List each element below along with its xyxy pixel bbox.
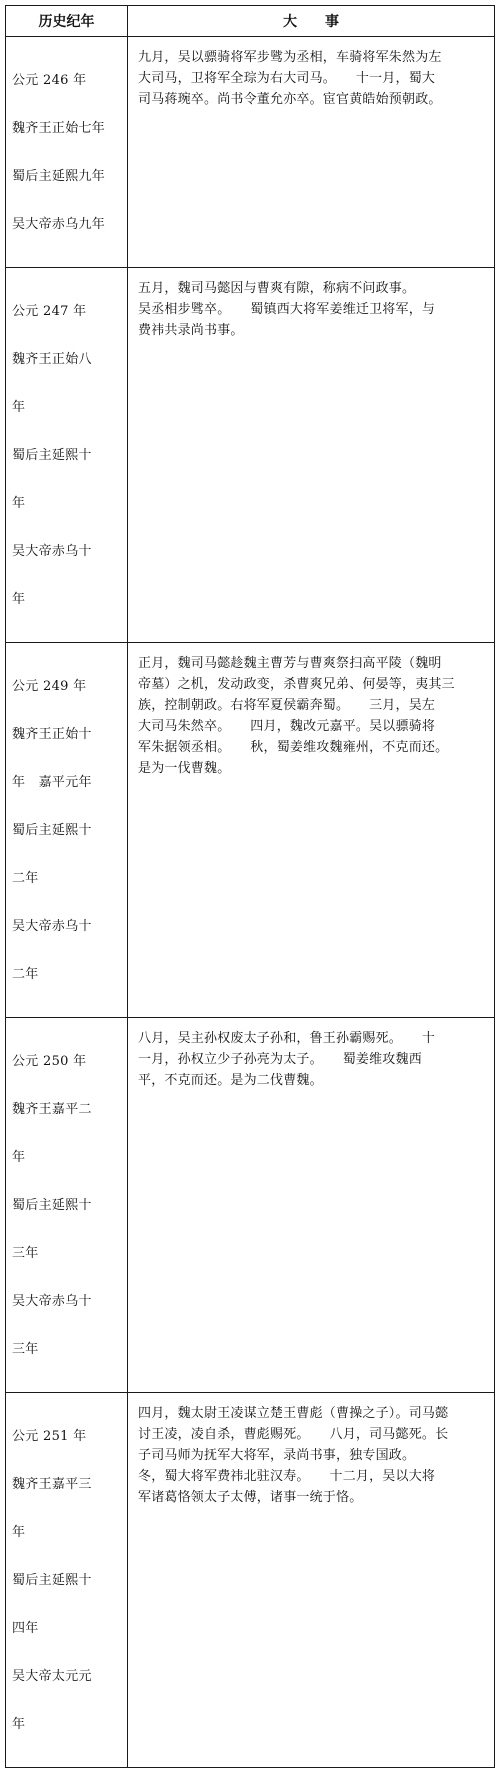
era-line: 魏齐王嘉平二: [12, 1102, 92, 1117]
era-line: 二年: [12, 871, 39, 886]
event-line: 讨王凌，凌自杀，曹彪赐死。 八月，司马懿死。长: [138, 1427, 449, 1442]
era-line: 吴大帝赤乌十: [12, 919, 92, 934]
header-major-events: 大 事: [128, 6, 495, 37]
era-line: 三年: [12, 1246, 39, 1261]
era-line: 年: [12, 1525, 26, 1540]
history-chronology-table-page: [5, 5, 495, 1732]
event-line: 吴丞相步骘卒。 蜀镇西大将军姜维迁卫将军，与: [138, 302, 436, 317]
era-line: 蜀后主延熙十: [12, 1198, 92, 1213]
era-line: 公元 247 年: [12, 304, 87, 319]
era-line: 蜀后主延熙十: [12, 1573, 92, 1588]
event-line: 九月，吴以骠骑将军步骘为丞相，车骑将军朱然为左: [138, 50, 442, 65]
era-cell: [6, 1018, 128, 1393]
era-line: 年: [12, 1150, 26, 1165]
era-line: 四年: [12, 1621, 39, 1636]
era-line: 蜀后主延熙十: [12, 448, 92, 463]
era-line: 公元 249 年: [12, 679, 87, 694]
events-cell: [128, 1018, 495, 1393]
table-header-row: [6, 6, 495, 37]
event-line: 帝墓）之机，发动政变，杀曹爽兄弟、何晏等，夷其三: [138, 677, 455, 692]
era-line: 魏齐王正始七年: [12, 121, 106, 136]
event-line: 四月，魏太尉王凌谋立楚王曹彪（曹操之子）。司马懿: [138, 1406, 449, 1421]
event-line: 子司马师为抚军大将军，录尚书事，独专国政。: [138, 1448, 416, 1463]
event-line: 平，不克而还。是为二伐曹魏。: [138, 1073, 323, 1088]
event-line: 司马蒋琬卒。尚书令董允亦卒。宦官黄皓始预朝政。: [138, 92, 442, 107]
era-line: 年: [12, 496, 26, 511]
era-line: 年: [12, 592, 26, 607]
era-cell: [6, 643, 128, 1018]
events-cell: [128, 37, 495, 268]
table-row: [6, 268, 495, 643]
era-cell: [6, 37, 128, 268]
era-line: 吴大帝太元元: [12, 1669, 92, 1684]
event-line: 五月，魏司马懿因与曹爽有隙，称病不问政事。: [138, 281, 416, 296]
event-line: 正月，魏司马懿趁魏主曹芳与曹爽祭扫高平陵（魏明: [138, 656, 442, 671]
header-historical-era: 历史纪年: [6, 6, 128, 37]
chronology-table: [5, 5, 495, 1768]
event-line: 是为一伐曹魏。: [138, 761, 231, 776]
event-line: 一月，孙权立少子孙亮为太子。 蜀姜维攻魏西: [138, 1052, 422, 1067]
era-line: 年: [12, 1717, 26, 1732]
era-line: 二年: [12, 967, 39, 982]
era-cell: [6, 1393, 128, 1768]
era-line: 魏齐王嘉平三: [12, 1477, 92, 1492]
era-line: 公元 246 年: [12, 73, 87, 88]
events-cell: [128, 1393, 495, 1768]
event-line: 军诸葛恪领太子太傅，诸事一统于恪。: [138, 1490, 363, 1505]
era-line: 年 嘉平元年: [12, 775, 92, 790]
table-row: [6, 37, 495, 268]
era-cell: [6, 268, 128, 643]
era-line: 公元 250 年: [12, 1054, 87, 1069]
event-line: 费祎共录尚书事。: [138, 323, 244, 338]
era-line: 公元 251 年: [12, 1429, 87, 1444]
era-line: 吴大帝赤乌十: [12, 544, 92, 559]
era-line: 蜀后主延熙十: [12, 823, 92, 838]
table-row: [6, 1393, 495, 1768]
event-line: 冬，蜀大将军费祎北驻汉寿。 十二月，吴以大将: [138, 1469, 436, 1484]
table-row: [6, 643, 495, 1018]
era-line: 吴大帝赤乌九年: [12, 217, 106, 232]
event-line: 八月，吴主孙权废太子孙和，鲁王孙霸赐死。 十: [138, 1031, 436, 1046]
events-cell: [128, 268, 495, 643]
era-line: 蜀后主延熙九年: [12, 169, 106, 184]
events-cell: [128, 643, 495, 1018]
table-row: [6, 1018, 495, 1393]
event-line: 大司马，卫将军全琮为右大司马。 十一月，蜀大: [138, 71, 436, 86]
event-line: 大司马朱然卒。 四月，魏改元嘉平。吴以骠骑将: [138, 719, 436, 734]
event-line: 军朱据领丞相。 秋，蜀姜维攻魏雍州，不克而还。: [138, 740, 449, 755]
era-line: 三年: [12, 1342, 39, 1357]
era-line: 魏齐王正始八: [12, 352, 92, 367]
era-line: 魏齐王正始十: [12, 727, 92, 742]
era-line: 年: [12, 400, 26, 415]
era-line: 吴大帝赤乌十: [12, 1294, 92, 1309]
event-line: 族，控制朝政。右将军夏侯霸奔蜀。 三月，吴左: [138, 698, 436, 713]
